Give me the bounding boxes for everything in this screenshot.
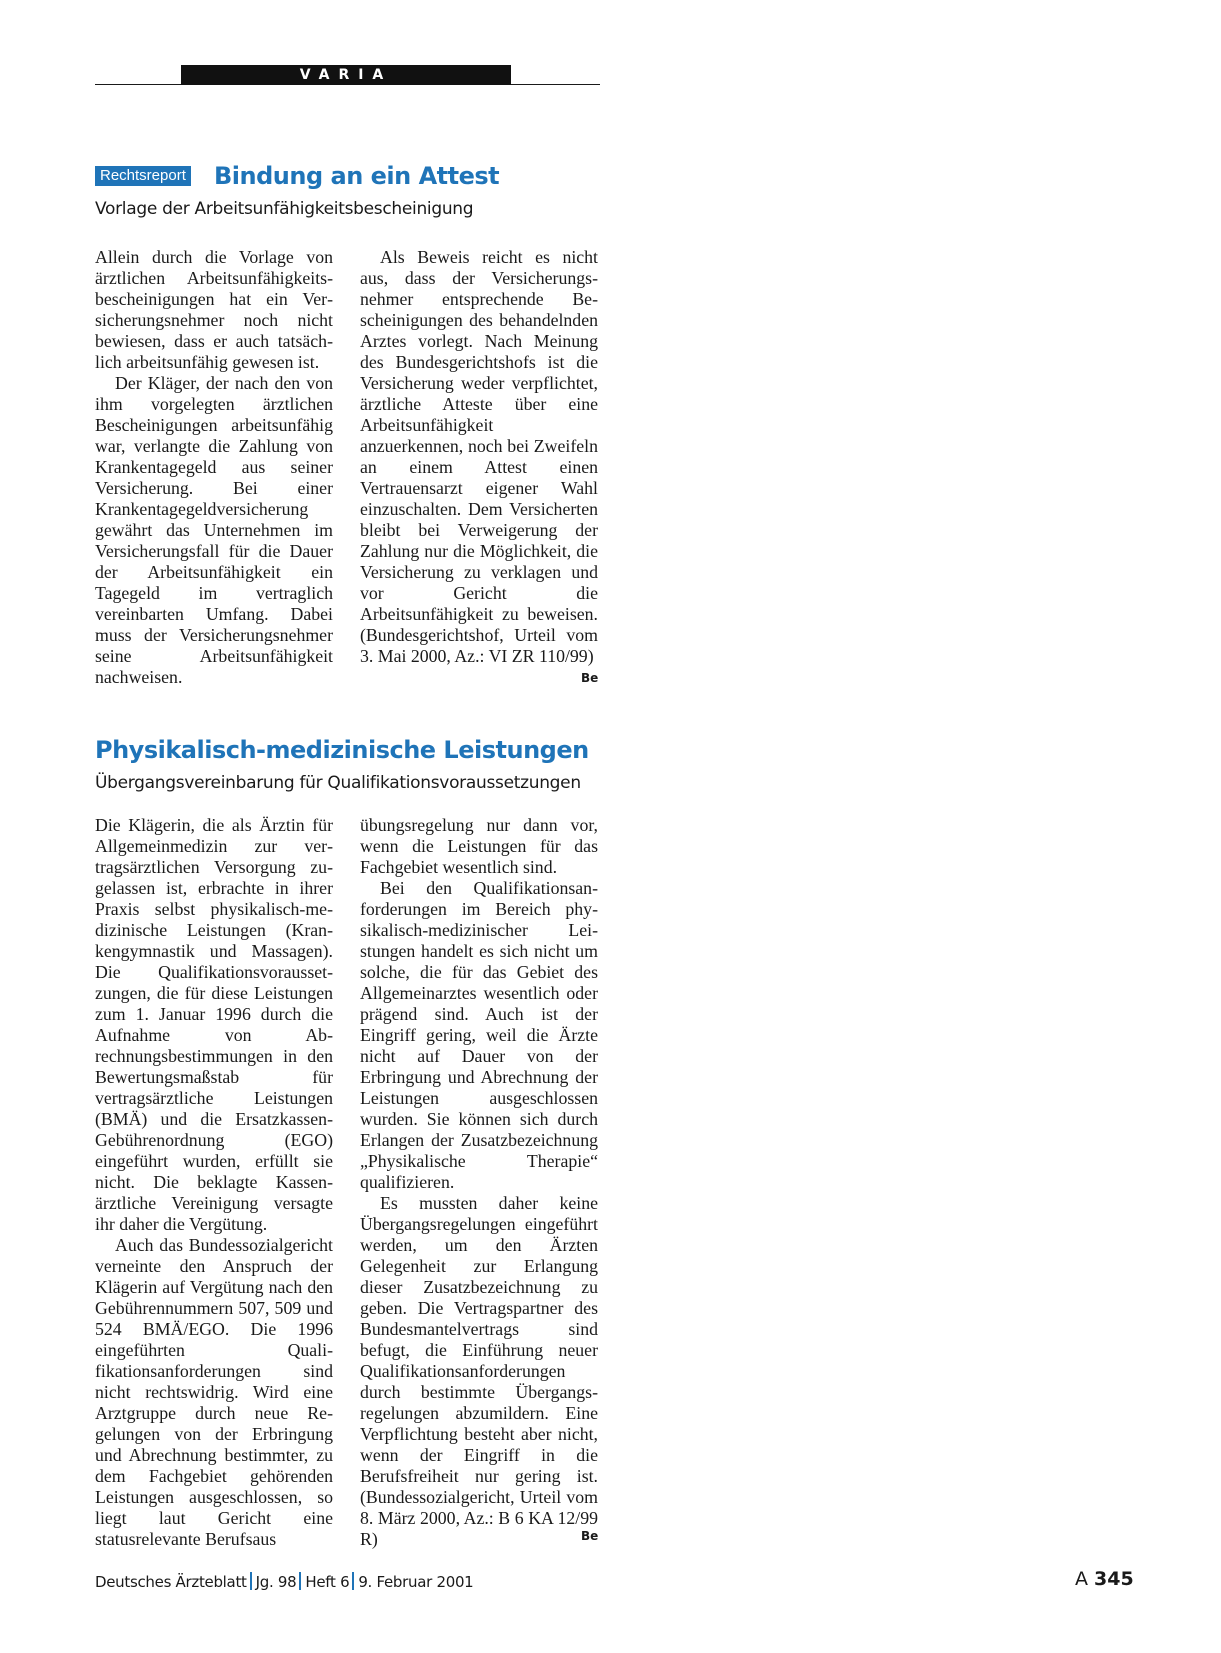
- journal-name: Deutsches Ärzteblatt: [95, 1573, 247, 1591]
- paragraph: Bei den Qualifikationsanforderungen im Bereich physikalisch-medizinischer Leistungen handelt es sich nicht um solche, die für das Gebiet des Allgemeinarztes wesentlich oder prägend sind. Auch ist der Eingriff gering, weil die Ärzte nicht auf Dauer von der Erbringung und Abrechnung der Leistungen ausgeschlossen wurden. Sie können sich durch Erlangen der Zusatzbezeichnung „Physikalische Therapie“ qualifizieren.: [360, 878, 598, 1192]
- paragraph: Auch das Bundessozialgericht verneinte den Anspruch der Klägerin auf Vergütung nach den Gebührennummern 507, 509 und 524 BMÄ/EGO. Die 1996 eingeführten Qualifikationsanforderungen sind nicht rechtswidrig. Wird eine Arztgruppe durch neue Regelungen von der Erbringung und Abrechnung bestimmter, zu dem Fachgebiet gehörenden Leistungen ausgeschlossen, so liegt laut Gericht eine statusrelevante Berufsaus: [95, 1235, 333, 1549]
- article-column-left: [95, 815, 333, 1550]
- paragraph: Als Beweis reicht es nicht aus, dass der Versicherungsnehmer entsprechende Bescheinigungen des behandelnden Arztes vorlegt. Nach Meinung des Bundesgerichtshofs ist die Versicherung weder verpflichtet, ärztliche Atteste über eine Arbeitsunfähigkeit anzuerkennen, noch bei Zweifeln an einem Attest einen Vertrauensarzt eigener Wahl einzuschalten. Dem Versicherten bleibt bei Verweigerung der Zahlung nur die Möglichkeit, die Versicherung zu verklagen und vor Gericht die Arbeitsunfähigkeit zu beweisen. (Bundesgerichtshof, Urteil vom 3. Mai 2000, Az.: VI ZR 110/99): [360, 247, 598, 666]
- article-column-right: [360, 247, 598, 667]
- rubric-tag: Rechtsreport: [95, 166, 191, 186]
- page-prefix: A: [1075, 1568, 1088, 1590]
- paragraph: Es mussten daher keine Übergangsregelungen eingeführt werden, um den Ärzten Gelegenheit zur Erlangung dieser Zusatzbezeichnung zu geben. Die Vertragspartner des Bundesmantelvertrags sind befugt, die Einführung neuer Qualifikationsanforderungen durch bestimmte Übergangsregelungen abzumildern. Eine Verpflichtung besteht aber nicht, wenn der Eingriff in die Berufsfreiheit nur gering ist. (Bundessozialgericht, Urteil vom 8. März 2000, Az.: B 6 KA 12/99 R): [360, 1193, 598, 1549]
- article-subtitle: Übergangsvereinbarung für Qualifikationsvoraussetzungen: [95, 773, 581, 793]
- footer-separator: [352, 1572, 354, 1590]
- page-number-value: 345: [1094, 1568, 1134, 1590]
- article-column-right: [360, 815, 598, 1550]
- page-footer: [95, 1572, 473, 1591]
- paragraph: Allein durch die Vorlage von ärztlichen Arbeitsunfähigkeitsbescheinigungen hat ein Versicherungsnehmer noch nicht bewiesen, dass er auch tatsächlich arbeitsunfähig gewesen ist.: [95, 247, 333, 372]
- article-subtitle: Vorlage der Arbeitsunfähigkeitsbescheinigung: [95, 199, 474, 219]
- article-column-left: [95, 247, 333, 688]
- section-header: VARIA: [181, 65, 511, 85]
- journal-issue: Heft 6: [305, 1573, 350, 1591]
- footer-separator: [299, 1572, 301, 1590]
- article-title: Bindung an ein Attest: [214, 162, 500, 190]
- article-title: Physikalisch-medizinische Leistungen: [95, 736, 589, 764]
- paragraph: Die Klägerin, die als Ärztin für Allgemeinmedizin zur vertragsärztlichen Versorgung zugelassen ist, erbrachte in ihrer Praxis selbst physikalisch-medizinische Leistungen (Krankengymnastik und Massagen). Die Qualifikationsvoraussetzungen, die für diese Leistungen zum 1. Januar 1996 durch die Aufnahme von Abrechnungsbestimmungen in den Bewertungsmaßstab für vertragsärztliche Leistungen (BMÄ) und die Ersatzkassen-Gebührenordnung (EGO) eingeführt wurden, erfüllt sie nicht. Die beklagte Kassenärztliche Vereinigung versagte ihr daher die Vergütung.: [95, 815, 333, 1234]
- author-signature: Be: [581, 671, 599, 685]
- paragraph: Der Kläger, der nach den von ihm vorgelegten ärztlichen Bescheinigungen arbeitsunfähig war, verlangte die Zahlung von Krankentagegeld aus seiner Versicherung. Bei einer Krankentagegeldversicherung gewährt das Unternehmen im Versicherungsfall für die Dauer der Arbeitsunfähigkeit ein Tagegeld im vertraglich vereinbarten Umfang. Dabei muss der Versicherungsnehmer seine Arbeitsunfähigkeit nachweisen.: [95, 373, 333, 687]
- footer-separator: [250, 1572, 252, 1590]
- journal-volume: Jg. 98: [255, 1573, 297, 1591]
- issue-date: 9. Februar 2001: [358, 1573, 474, 1591]
- page-number: [1075, 1568, 1134, 1590]
- paragraph: übungsregelung nur dann vor, wenn die Leistungen für das Fachgebiet wesentlich sind.: [360, 815, 598, 877]
- author-signature: Be: [581, 1529, 599, 1543]
